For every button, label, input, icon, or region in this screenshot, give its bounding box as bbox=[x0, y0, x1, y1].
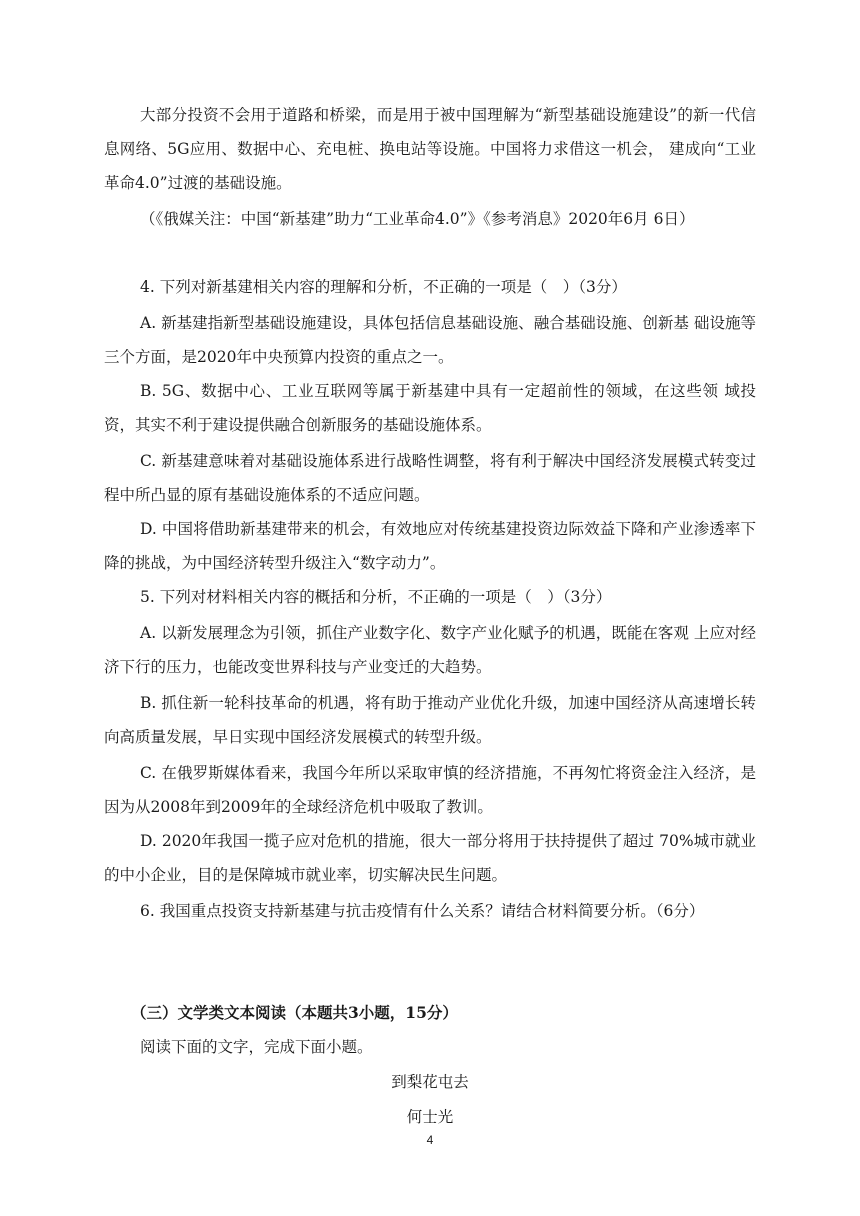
question-4-option-d: D. 中国将借助新基建带来的机会，有效地应对传统基建投资边际效益下降和产业渗透率下降的挑战，为中国经济转型升级注入“数字动力”。 bbox=[104, 520, 756, 572]
question-4-option-a: A. 新基建指新型基础设施建设，具体包括信息基础设施、融合基础设施、创新基 础设施等三个方面，是2020年中央预算内投资的重点之一。 bbox=[104, 314, 756, 366]
question-5-option-c: C. 在俄罗斯媒体看来，我国今年所以采取审慎的经济措施，不再匆忙将资金注入经济，是因为从2008年到2009年的全球经济危机中吸取了教训。 bbox=[104, 764, 756, 816]
question-4-stem: 4. 下列对新基建相关内容的理解和分析，不正确的一项是（ ）（3分） bbox=[140, 278, 627, 296]
question-4-option-c: C. 新基建意味着对基础设施体系进行战略性调整，将有利于解决中国经济发展模式转变过程中所凸显的原有基础设施体系的不适应问题。 bbox=[104, 452, 756, 504]
story-author: 何士光 bbox=[406, 1108, 454, 1126]
reading-instruction: 阅读下面的文字，完成下面小题。 bbox=[140, 1038, 373, 1056]
section-heading: （三）文学类文本阅读（本题共3小题，15分） bbox=[131, 1003, 458, 1022]
story-title: 到梨花屯去 bbox=[391, 1073, 469, 1091]
question-5-option-a: A. 以新发展理念为引领，抓住产业数字化、数字产业化赋予的机遇，既能在客观 上应对经济下行的压力，也能改变世界科技与产业变迁的大趋势。 bbox=[104, 624, 756, 676]
question-6: 6. 我国重点投资支持新基建与抗击疫情有什么关系？请结合材料简要分析。（6分） bbox=[140, 902, 705, 920]
question-5-stem: 5. 下列对材料相关内容的概括和分析，不正确的一项是（ ）（3分） bbox=[140, 588, 612, 606]
question-4-option-b: B. 5G、数据中心、工业互联网等属于新基建中具有一定超前性的领域，在这些领 域投资，其实不利于建设提供融合创新服务的基础设施体系。 bbox=[104, 382, 756, 434]
paragraph-infrastructure: 大部分投资不会用于道路和桥梁，而是用于被中国理解为“新型基础设施建设”的新一代信息网络、5G应用、数据中心、充电桩、换电站等设施。中国将力求借这一机会， 建成向“工业革命4.0”过渡的基础设施。 bbox=[104, 106, 756, 192]
page-number: 4 bbox=[426, 1133, 434, 1147]
source-citation: （《俄媒关注：中国“新基建”助力“工业革命4.0”》《参考消息》2020年6月 6日） bbox=[140, 210, 695, 228]
question-5-option-b: B. 抓住新一轮科技革命的机遇，将有助于推动产业优化升级，加速中国经济从高速增长转向高质量发展，早日实现中国经济发展模式的转型升级。 bbox=[104, 694, 756, 746]
question-5-option-d: D. 2020年我国一揽子应对危机的措施，很大一部分将用于扶持提供了超过 70%城市就业的中小企业，目的是保障城市就业率，切实解决民生问题。 bbox=[104, 832, 756, 884]
